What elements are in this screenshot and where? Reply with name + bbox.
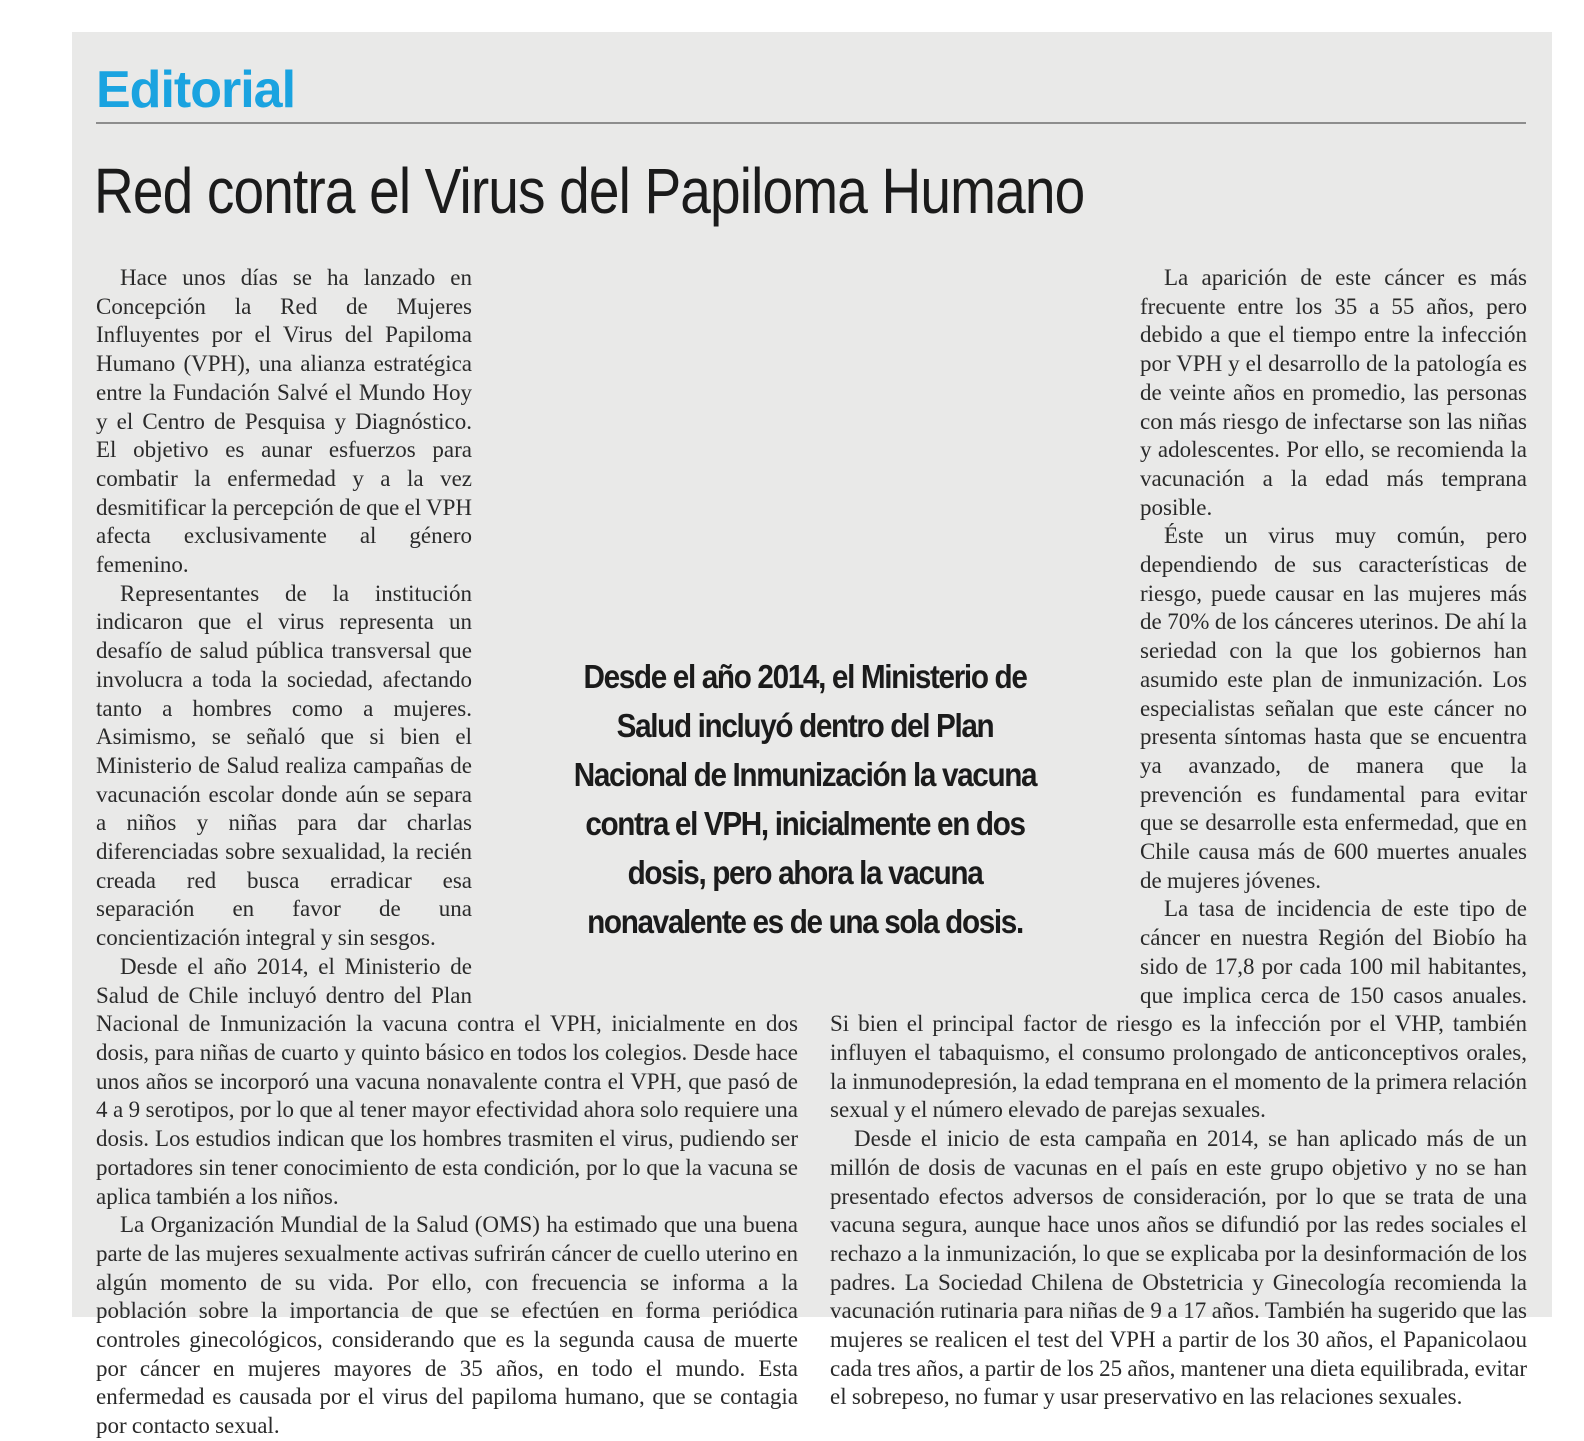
paragraph: Hace unos días se ha lanzado en Concepción la Red de Mujeres Influyentes por el Virus del Papiloma Humano (VPH), una alianza estratégica entre la Fundación Salvé el Mundo Hoy y el Centro de Pesquisa y Diagnóstico. El objetivo es aunar esfuerzos para combatir la enfermedad y a la vez desmitificar la percepción de que el VPH afecta exclusivamente al género femenino.	[96, 265, 472, 578]
paragraph: La tasa de incidencia de este tipo de cáncer en nuestra Región del Biobío ha sido de 17,8 por cada 100 mil habitantes, que implica cerca de 150 casos anuales. Si bien el principal factor de riesgo es la infección por el VHP, también influyen el tabaquismo, el consumo prolongado de anticonceptivos orales, la inmunodepresión, la edad temprana en el momento de la primera relación sexual y el número elevado de parejas sexuales.	[830, 896, 1527, 1123]
paragraph: Desde el inicio de esta campaña en 2014, se han aplicado más de un millón de dosis de vacunas en el país en este grupo objetivo y no se han presentado efectos adversos de consideración, por lo que se trata de una vacuna segura, aunque hace unos años se difundió por las redes sociales el rechazo a la inmunización, lo que se explicaba por la desinformación de los padres. La Sociedad Chilena de Obstetricia y Ginecología recomienda la vacunación rutinaria para niñas de 9 a 17 años. También ha sugerido que las mujeres se realicen el test del VPH a partir de los 30 años, el Papanicolaou cada tres años, a partir de los 25 años, mantener una dieta equilibrada, evitar el sobrepeso, no fumar y usar preservativo en las relaciones sexuales.	[830, 1126, 1527, 1410]
paragraph: La aparición de este cáncer es más frecuente entre los 35 a 55 años, pero debido a que el tiempo entre la infección por VPH y el desarrollo de la patología es de veinte años en promedio, las personas con más riesgo de infectarse son las niñas y adolescentes. Por ello, se recomienda la vacunación a la edad más temprana posible.	[1140, 265, 1527, 520]
paragraph: Desde el año 2014, el Ministerio de Salud de Chile incluyó dentro del Plan Nacional de Inmunización la vacuna contra el VPH, inicialmente en dos dosis, para niñas de cuarto y quinto básico en todos los colegios. Desde hace unos años se incorporó una vacuna nonavalente contra el VPH, que pasó de 4 a 9 serotipos, por lo que al tener mayor efectividad ahora solo requiere una dosis. Los estudios indican que los hombres trasmiten el virus, pudiendo ser portadores sin tener conocimiento de esta condición, por lo que la vacuna se aplica también a los niños.	[96, 953, 798, 1209]
section-label: Editorial	[96, 61, 296, 119]
paragraph: Éste un virus muy común, pero dependiendo de sus características de riesgo, puede causar en las mujeres más de 70% de los cánceres uterinos. De ahí la seriedad con la que los gobiernos han asumido este plan de inmunización. Los especialistas señalan que este cáncer no presenta síntomas hasta que se encuentra ya avanzado, de manera que la prevención es fundamental para evitar que se desarrolle esta enfermedad, que en Chile causa más de 600 muertes anuales de mujeres jóvenes.	[1140, 523, 1527, 893]
editorial-page	[72, 32, 1552, 1439]
pull-quote: Desde el año 2014, el Ministerio de Salud incluyó dentro del Plan Nacional de Inmunización la vacuna contra el VPH, inicialmente en dos dosis, pero ahora la vacuna nonavalente es de una sola dosis.	[573, 658, 1037, 940]
headline: Red contra el Virus del Papiloma Humano	[94, 155, 1085, 227]
section-divider	[96, 122, 1526, 124]
paragraph: La Organización Mundial de la Salud (OMS) ha estimado que una buena parte de las mujeres sexualmente activas sufrirán cáncer de cuello uterino en algún momento de su vida. Por ello, con frecuencia se informa a la población sobre la importancia de que se efectúen en forma periódica controles ginecológicos, considerando que es la segunda causa de muerte por cáncer en mujeres mayores de 35 años, en todo el mundo. Esta enfermedad es causada por el virus del papiloma humano, que se contagia por contacto sexual.	[96, 1212, 798, 1439]
paragraph: Representantes de la institución indicaron que el virus representa un desafío de salud pública transversal que involucra a toda la sociedad, afectando tanto a hombres como a mujeres. Asimismo, se señaló que si bien el Ministerio de Salud realiza campañas de vacunación escolar donde aún se separa a niños y niñas para dar charlas diferenciadas sobre sexualidad, la recién creada red busca erradicar esa separación en favor de una concientización integral y sin sesgos.	[96, 580, 472, 951]
